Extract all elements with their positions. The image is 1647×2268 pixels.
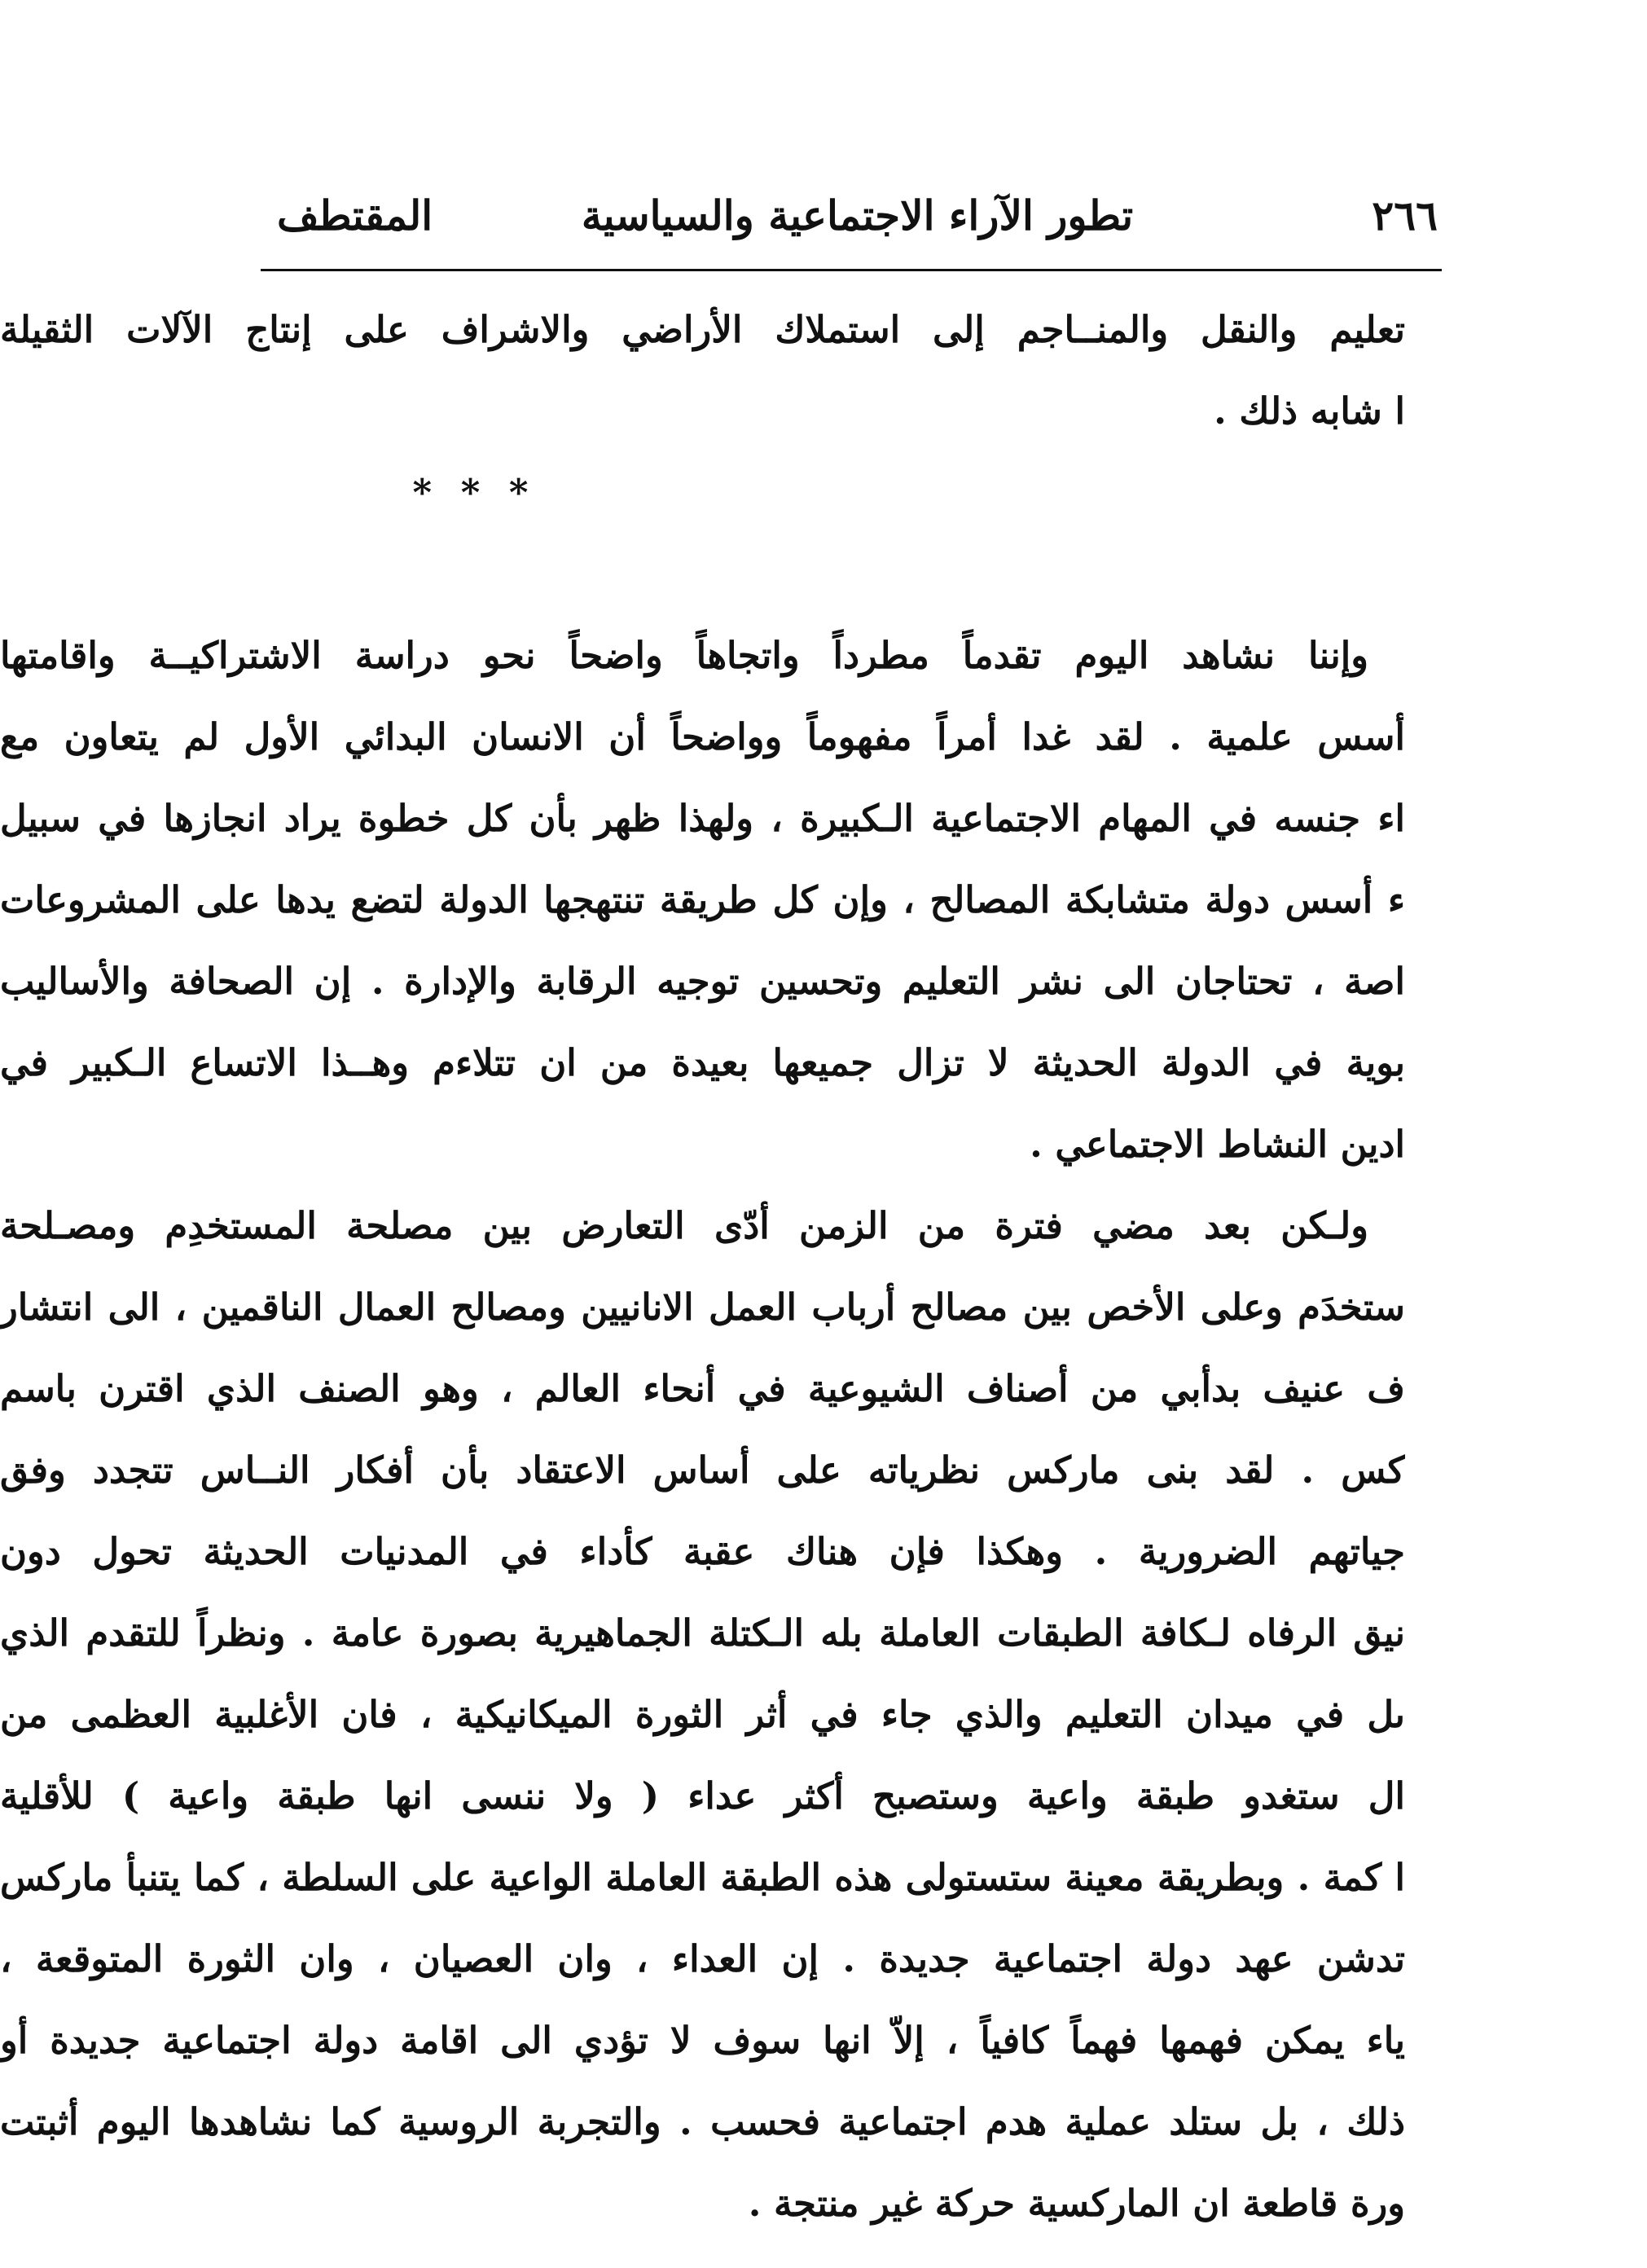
header-rule <box>261 269 1442 271</box>
text-line: كس . لقد بنى ماركس نظرياته على أساس الاعتقاد بأن أفكار النــاس تتجدد وفق <box>0 1448 1405 1492</box>
text-line: تعليم والنقل والمنــاجم إلى استملاك الأراضي والاشراف على إنتاج الآلات الثقيلة <box>0 308 1405 351</box>
text-line: ستخدَم وعلى الأخص بين مصالح أرباب العمل الانانيين ومصالح العمال الناقمين ، الى انتشار <box>0 1286 1405 1329</box>
article-body <box>0 289 1405 2244</box>
page-number: ٢٦٦ <box>1372 191 1438 240</box>
text-line: ا كمة . وبطريقة معينة ستستولى هذه الطبقة العاملة الواعية على السلطة ، كما يتنبأ ماركس <box>0 1856 1405 1899</box>
text-line: وإننا نشاهد اليوم تقدماً مطرداً واتجاهاً واضحاً نحو دراسة الاشتراكيــة واقامتها <box>0 634 1368 677</box>
section-separator: * * * <box>412 471 537 514</box>
text-line: ا شابه ذلك . <box>1214 389 1405 433</box>
text-line: ف عنيف بدأبي من أصناف الشيوعية في أنحاء العالم ، وهو الصنف الذي اقترن باسم <box>0 1367 1405 1410</box>
running-title: تطور الآراء الاجتماعية والسياسية <box>581 191 1134 240</box>
text-line: نيق الرفاه لـكافة الطبقات العاملة بله الـكتلة الجماهيرية بصورة عامة . ونظراً للتقدم الذي <box>0 1611 1405 1655</box>
text-line: أسس علمية . لقد غدا أمراً مفهوماً وواضحاً أن الانسان البدائي الأول لم يتعاون مع <box>0 715 1405 758</box>
journal-name: المقتطف <box>277 191 433 240</box>
text-line: ال ستغدو طبقة واعية وستصبح أكثر عداء ( ولا ننسى انها طبقة واعية ) للأقلية <box>0 1774 1405 1817</box>
paragraph-spacer <box>0 534 1405 615</box>
text-line: ذلك ، بل ستلد عملية هدم اجتماعية فحسب . والتجربة الروسية كما نشاهدها اليوم أثبتت <box>0 2100 1405 2143</box>
running-header <box>277 183 1438 248</box>
text-line: ء أسس دولة متشابكة المصالح ، وإن كل طريقة تنتهجها الدولة لتضع يدها على المشروعات <box>0 878 1405 921</box>
text-line: بوية في الدولة الحديثة لا تزال جميعها بعيدة من ان تتلاءم وهــذا الاتساع الـكبير في <box>0 1041 1405 1084</box>
text-line: ىل في ميدان التعليم والذي جاء في أثر الثورة الميكانيكية ، فان الأغلبية العظمى من <box>0 1693 1405 1736</box>
text-line: ورة قاطعة ان الماركسية حركة غير منتجة . <box>748 2182 1405 2225</box>
text-line: اء جنسه في المهام الاجتماعية الـكبيرة ، ولهذا ظهر بأن كل خطوة يراد انجازها في سبيل <box>0 797 1405 840</box>
text-line: ادين النشاط الاجتماعي . <box>1030 1123 1405 1166</box>
text-line: ياء يمكن فهمها فهماً كافياً ، إلاّ انها سوف لا تؤدي الى اقامة دولة اجتماعية جديدة أو <box>0 2019 1405 2062</box>
text-line: اصة ، تحتاجان الى نشر التعليم وتحسين توجيه الرقابة والإدارة . إن الصحافة والأساليب <box>0 960 1405 1003</box>
text-line: ولـكن بعد مضي فترة من الزمن أدّى التعارض بين مصلحة المستخدِم ومصـلحة <box>0 1204 1368 1247</box>
text-line: تدشن عهد دولة اجتماعية جديدة . إن العداء ، وان العصيان ، وان الثورة المتوقعة ، <box>0 1937 1405 1980</box>
text-line: جياتهم الضرورية . وهكذا فإن هناك عقبة كأداء في المدنيات الحديثة تحول دون <box>0 1530 1405 1573</box>
